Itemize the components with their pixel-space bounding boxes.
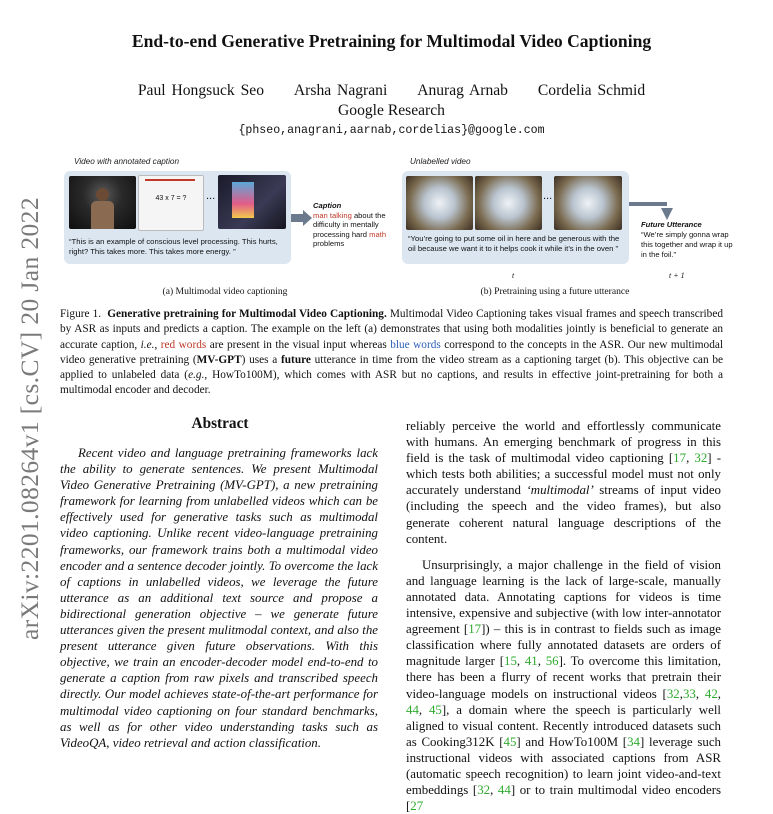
caption-text: about the difficulty in mentally processing hard <box>313 210 386 239</box>
affiliation: Google Research <box>338 102 445 119</box>
body-text: ] or to train multimodal video encoders [ <box>406 783 721 814</box>
caption-text: e.g. <box>188 369 205 382</box>
figure-label: Figure 1. <box>60 308 102 320</box>
video-frame-cooking <box>406 176 473 230</box>
citation-link[interactable]: 17 <box>468 622 482 637</box>
caption-red-word: man talking <box>313 210 352 220</box>
left-panel-title: Video with annotated caption <box>74 157 180 166</box>
abstract-body: Recent video and language pretraining frameworks lack the ability to generate sentences. We present Multimodal Video Generative Pretraining (MV-GPT), a new pretraining framework for learning from unlabelled videos which can be effectively used for generative tasks such as multimodal video captioning. Unlike recent video-language pretraining frameworks, our framework trains both a multimodal video encoder and a sentence decoder jointly. To overcome the lack of captions in unlabelled videos, we leverage the future utterance as an additional text source and propose a bidirectional generation objective – we generate future utterances given the present mulitmodal context, and also the present utterance given future observations. With this objective, we train an encoder-decoder model end-to-end to generate a caption from raw pixels and transcribed speech directly. Our model achieves state-of-the-art performance for multimodal video captioning on four standard benchmarks, as well as for other video understanding tasks such as VideoQA, video retrieval and action classification. <box>60 446 378 750</box>
right-asr-quote: “You’re going to put some oil in here and be generous with the oil because we want it to it helps cook it while it’s in the oven ” <box>408 234 620 254</box>
left-asr-quote: “This is an example of conscious level processing. This hurts, right? This takes more. This takes more energy. ” <box>69 237 278 257</box>
body-text: ] and HowTo100M [ <box>516 734 628 749</box>
author-name: Anurag Arnab <box>417 82 508 99</box>
caption-text: future <box>281 353 311 366</box>
citation-link[interactable]: 41 <box>524 654 538 669</box>
body-text: ], a domain where the speech is particularly well aligned to visual content. Recently introduced datasets such as Cooking312K [ <box>406 702 722 749</box>
abstract-heading: Abstract <box>191 415 249 432</box>
body-text: streams of input video (including the speech and the video frames), but also generate coherent natural language descriptions of the content. <box>406 483 721 546</box>
caption-output <box>313 201 391 249</box>
body-text: , <box>686 451 695 466</box>
citation-link[interactable]: 56 <box>545 654 559 669</box>
body-text: ‘multimodal’ <box>526 483 594 498</box>
slide-equation: 43 x 7 = ? <box>155 195 187 202</box>
stage-screen <box>232 182 254 218</box>
paper-title: End-to-end Generative Pretraining for Multimodal Video Captioning <box>131 31 652 51</box>
citation-link[interactable]: 45 <box>428 702 442 717</box>
caption-text: Multimodal Video Captioning takes visual frames and speech transcribed by ASR as inputs and predicts a caption. The example on the left (a) demonstrates that using both modalities jointly is beneficial to generate an accurate caption, <box>60 308 723 351</box>
video-frame-cooking <box>554 176 622 230</box>
citation-link[interactable]: 27 <box>410 799 424 814</box>
caption-text: utterance in time from the video stream as a captioning target (b). This objective can be applied to unlabeled data ( <box>60 353 723 382</box>
author-name: Paul Hongsuck Seo <box>137 82 265 99</box>
caption-text: problems <box>313 239 345 249</box>
caption-red-word: math <box>369 229 387 239</box>
body-text: ] leverage such instructional videos with associated captions from ASR (automatic speech recognition) to learn joint video-and-text embeddings [ <box>406 734 721 798</box>
author-emails: {phseo,anagrani,aarnab,cordelias}@google.com <box>238 124 545 137</box>
caption-text: MV-GPT <box>196 353 242 366</box>
time-label-t1: t + 1 <box>669 271 685 280</box>
caption-red-words: red words <box>160 338 207 351</box>
caption-text: correspond to the concepts in the ASR. Our new multimodal video generative pretraining ( <box>60 338 723 366</box>
citation-link[interactable]: 15 <box>504 654 517 669</box>
citation-link[interactable]: 44 <box>497 783 511 798</box>
body-text: Unsurprisingly, a major challenge in the field of vision and language learning is the lack of large-scale, manually annotated data. Annotating captions for videos is time intensive, expensive and subjective (with low inter-annotator agreement [ <box>406 557 721 637</box>
caption-arrow <box>291 210 313 226</box>
caption-text: , <box>154 338 161 351</box>
citation-link[interactable]: 32 <box>477 783 491 798</box>
citation-link[interactable]: 17 <box>673 451 687 466</box>
author-name: Arsha Nagrani <box>293 82 388 99</box>
future-utterance-label: Future Utterance <box>641 220 702 229</box>
citation-link[interactable]: 33 <box>682 686 696 701</box>
subcaption-b: (b) Pretraining using a future utterance <box>480 286 630 297</box>
video-frame-slide <box>138 175 204 231</box>
introduction-text <box>406 418 722 814</box>
citation-link[interactable]: 32 <box>694 451 708 466</box>
figure-caption <box>60 307 723 399</box>
video-frame-cooking <box>475 176 542 230</box>
future-utterance-text: “We’re simply gonna wrap this together and wrap it up in the foil.” <box>641 230 733 259</box>
citation-link[interactable]: 45 <box>503 734 517 749</box>
intro-paragraph <box>406 418 721 547</box>
body-text: ] - which tests both abilities; a successful model must not only accurately understand <box>406 451 721 498</box>
caption-text: ) uses a <box>241 353 282 366</box>
frames-ellipsis: ... <box>543 190 553 202</box>
body-text: ]. To overcome this limitation, there has been a flurry of recent works that pretrain their video-language models on instructional videos [ <box>406 654 721 701</box>
body-text: ]) – this is in contrast to fields such as image classification where fully annotated datasets are orders of magnitude larger [ <box>406 622 721 669</box>
time-label-t: t <box>512 271 515 280</box>
citation-link[interactable]: 44 <box>406 702 419 717</box>
author-list <box>60 82 723 100</box>
future-arrow <box>629 198 679 222</box>
arxiv-stamp: arXiv:2201.08264v1 [cs.CV] 20 Jan 2022 <box>15 197 44 640</box>
video-frame-speaker <box>69 176 136 229</box>
caption-text: i.e. <box>140 338 155 351</box>
citation-link[interactable]: 34 <box>627 734 640 749</box>
figure-caption-title: Generative pretraining for Multimodal Video Captioning. <box>107 308 387 320</box>
frames-ellipsis: ... <box>206 190 216 202</box>
body-text: reliably perceive the world and effortlessly communicate with humans. An emerging benchmark of progress in this field is the task of multimodal video captioning [ <box>406 419 721 466</box>
video-frame-stage <box>218 175 286 229</box>
future-utterance <box>641 220 736 260</box>
right-panel-title: Unlabelled video <box>410 157 471 166</box>
author-name: Cordelia Schmid <box>537 82 646 99</box>
caption-label: Caption <box>313 201 342 210</box>
caption-text: are present in the visual input whereas <box>206 338 391 351</box>
subcaption-a: (a) Multimodal video captioning <box>162 286 288 297</box>
caption-blue-words: blue words <box>390 338 441 351</box>
intro-paragraph: Unsurprisingly, a major challenge in the field of vision and language learning is the lack of large-scale, manually annotated data. Annotating captions for videos is time intensive, expensive and subjective (with low inter-annotator agreement [17]) – this is in contrast to fields such as image classification where fully annotated datasets are orders of magnitude larger [15, 41, 56]. To overcome this limitation, there has been a flurry of recent works that pretrain their video-language models on instructional videos [32,33, 42, 44, 45], a domain where the speech is particularly well aligned to visual content. Recently introduced datasets such as Cooking312K [45] and HowTo100M [34] leverage such instructional videos with associated captions from ASR (automatic speech recognition) to learn joint video-and-text embeddings [32, 44] or to train multimodal video encoders [27 <box>406 557 722 814</box>
caption-text: , HowTo100M), which comes with ASR but no captions, and results in effective joint-pretraining for both a multimodal encoder and decoder. <box>60 369 724 397</box>
citation-link[interactable]: 42 <box>704 686 718 701</box>
citation-link[interactable]: 32 <box>666 686 680 701</box>
